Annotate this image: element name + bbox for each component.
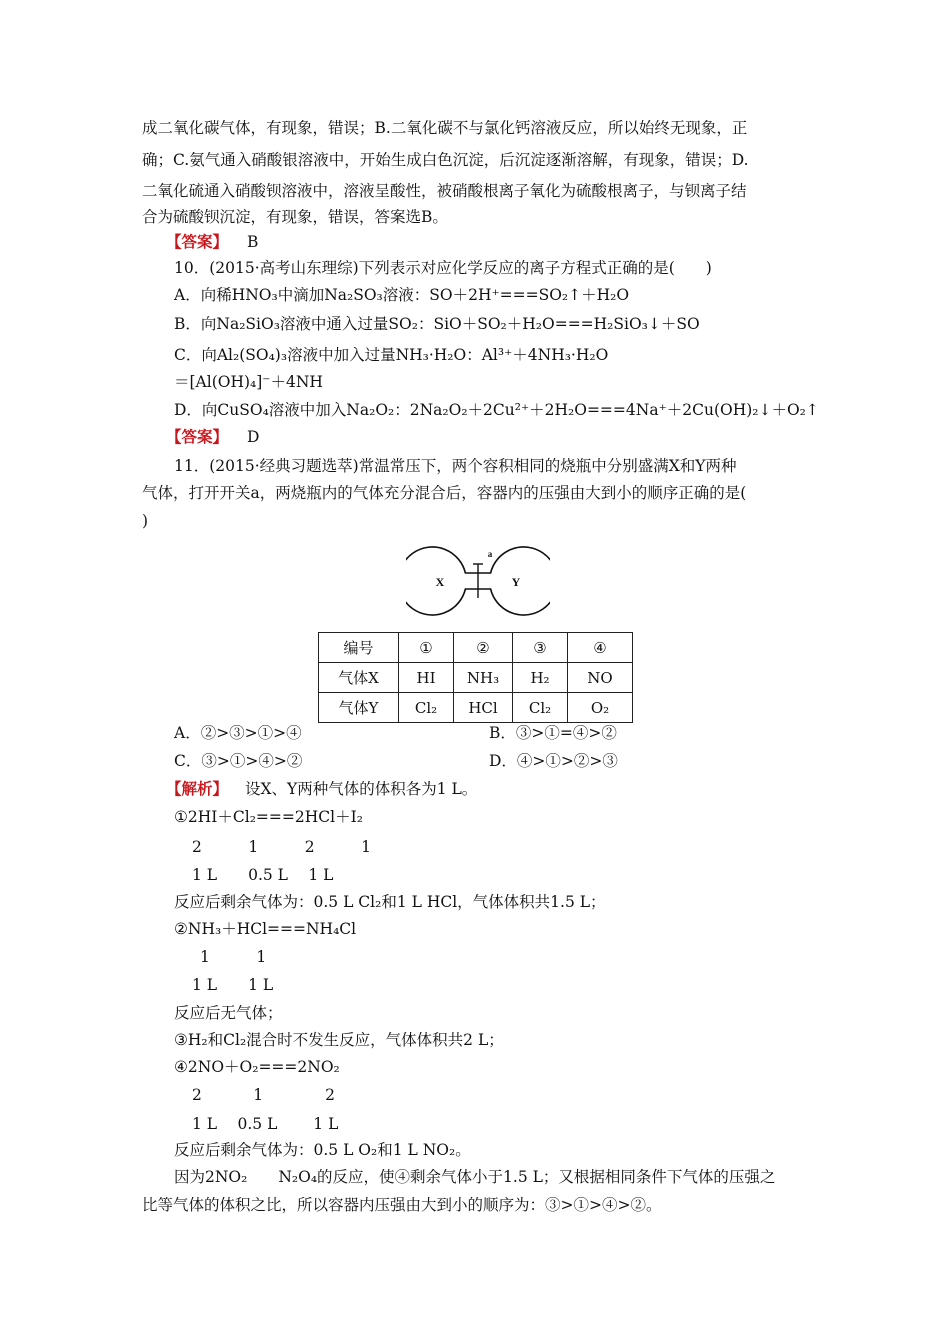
table-cell: H₂ <box>513 663 568 693</box>
analysis-eq-3: ③H₂和Cl₂混合时不发生反应，气体体积共2 L； <box>174 1031 504 1049</box>
answer-tag: 【答案】 <box>166 427 229 446</box>
q10-option-c-line-1: C．向Al₂(SO₄)₃溶液中加入过量NH₃·H₂O：Al³⁺＋4NH₃·H₂O <box>174 346 609 364</box>
analysis-eq-2: ②NH₃＋HCl===NH₄Cl <box>174 920 357 938</box>
q10-stem: 10．(2015·高考山东理综)下列表示对应化学反应的离子方程式正确的是( ) <box>174 259 712 277</box>
analysis-tag: 【解析】 <box>166 779 229 798</box>
table-cell: 气体X <box>319 663 399 693</box>
analysis-eq-1-vol: 1 L 0.5 L 1 L <box>192 866 334 884</box>
q10-option-d: D．向CuSO₄溶液中加入Na₂O₂：2Na₂O₂＋2Cu²⁺＋2H₂O===4Na⁺＋2Cu(OH)₂↓＋O₂↑ <box>174 401 819 419</box>
table-cell: NH₃ <box>454 663 513 693</box>
q11-option-a: A．②>③>①>④ <box>174 724 302 742</box>
analysis-eq-2-result: 反应后无气体； <box>174 1004 283 1022</box>
analysis-eq-2-coef: 1 1 <box>200 948 267 966</box>
table-cell: ③ <box>513 633 568 663</box>
table-cell: ① <box>399 633 454 663</box>
q11-option-c: C．③>①>④>② <box>174 752 303 770</box>
table-row <box>319 693 633 723</box>
q10-option-a: A．向稀HNO₃中滴加Na₂SO₃溶液：SO＋2H⁺===SO₂↑＋H₂O <box>174 286 630 304</box>
q11-stem-line-1: 11．(2015·经典习题选萃)常温常压下，两个容积相同的烧瓶中分别盛满X和Y两种 <box>174 457 737 475</box>
analysis-eq-1-coef: 2 1 2 1 <box>192 838 371 856</box>
answer-tag: 【答案】 <box>166 232 229 251</box>
label-x: X <box>435 575 445 589</box>
label-a: a <box>487 549 493 559</box>
analysis-conclusion-line-2: 比等气体的体积之比，所以容器内压强由大到小的顺序为：③>①>④>②。 <box>142 1196 662 1214</box>
table-cell: ④ <box>568 633 633 663</box>
analysis-eq-4: ④2NO＋O₂===2NO₂ <box>174 1058 340 1076</box>
q10-option-b: B．向Na₂SiO₃溶液中通入过量SO₂：SiO＋SO₂＋H₂O===H₂SiO₃↓＋SO <box>174 315 700 333</box>
table-cell: HI <box>399 663 454 693</box>
label-y: Y <box>511 575 521 589</box>
analysis-eq-4-vol: 1 L 0.5 L 1 L <box>192 1115 339 1133</box>
intro-line-1: 成二氧化碳气体，有现象，错误；B.二氧化碳不与氯化钙溶液反应，所以始终无现象，正 <box>142 119 748 137</box>
intro-line-4: 合为硫酸钡沉淀，有现象，错误，答案选B。 <box>142 208 448 226</box>
table-cell: ② <box>454 633 513 663</box>
table-cell: 编号 <box>319 633 399 663</box>
flask-diagram <box>406 543 550 619</box>
analysis-conclusion-line-1: 因为2NO₂ N₂O₄的反应，使④剩余气体小于1.5 L；又根据相同条件下气体的压强之 <box>174 1168 776 1186</box>
intro-line-3: 二氧化硫通入硝酸钡溶液中，溶液呈酸性，被硝酸根离子氧化为硫酸根离子，与钡离子结 <box>142 182 747 200</box>
table-cell: Cl₂ <box>513 693 568 723</box>
q11-option-b: B．③>①=④>② <box>489 724 617 742</box>
q11-stem-line-3: ) <box>142 512 149 530</box>
intro-line-2: 确；C.氨气通入硝酸银溶液中，开始生成白色沉淀，后沉淀逐渐溶解，有现象，错误；D. <box>142 151 749 169</box>
analysis-intro <box>166 778 477 800</box>
q9-answer: B <box>246 233 259 251</box>
q10-answer: D <box>246 428 260 446</box>
gas-table <box>318 632 633 723</box>
table-cell: HCl <box>454 693 513 723</box>
q10-option-c-line-2: ＝[Al(OH)₄]⁻＋4NH <box>174 373 323 391</box>
table-cell: 气体Y <box>319 693 399 723</box>
q11-stem-line-2: 气体，打开开关a，两烧瓶内的气体充分混合后，容器内的压强由大到小的顺序正确的是( <box>142 484 747 502</box>
table-row <box>319 663 633 693</box>
analysis-intro-text: 设X、Y两种气体的体积各为1 L。 <box>244 780 478 798</box>
q11-option-d: D．④>①>②>③ <box>489 752 618 770</box>
q9-answer-line <box>166 231 258 253</box>
table-header-row <box>319 633 633 663</box>
analysis-eq-4-coef: 2 1 2 <box>192 1086 336 1104</box>
table-cell: Cl₂ <box>399 693 454 723</box>
table-cell: O₂ <box>568 693 633 723</box>
q10-answer-line <box>166 426 259 448</box>
analysis-eq-1-result: 反应后剩余气体为：0.5 L Cl₂和1 L HCl，气体体积共1.5 L； <box>174 893 606 911</box>
analysis-eq-2-vol: 1 L 1 L <box>192 976 274 994</box>
analysis-eq-1: ①2HI＋Cl₂===2HCl＋I₂ <box>174 808 363 826</box>
table-cell: NO <box>568 663 633 693</box>
analysis-eq-4-result: 反应后剩余气体为：0.5 L O₂和1 L NO₂。 <box>174 1141 471 1159</box>
